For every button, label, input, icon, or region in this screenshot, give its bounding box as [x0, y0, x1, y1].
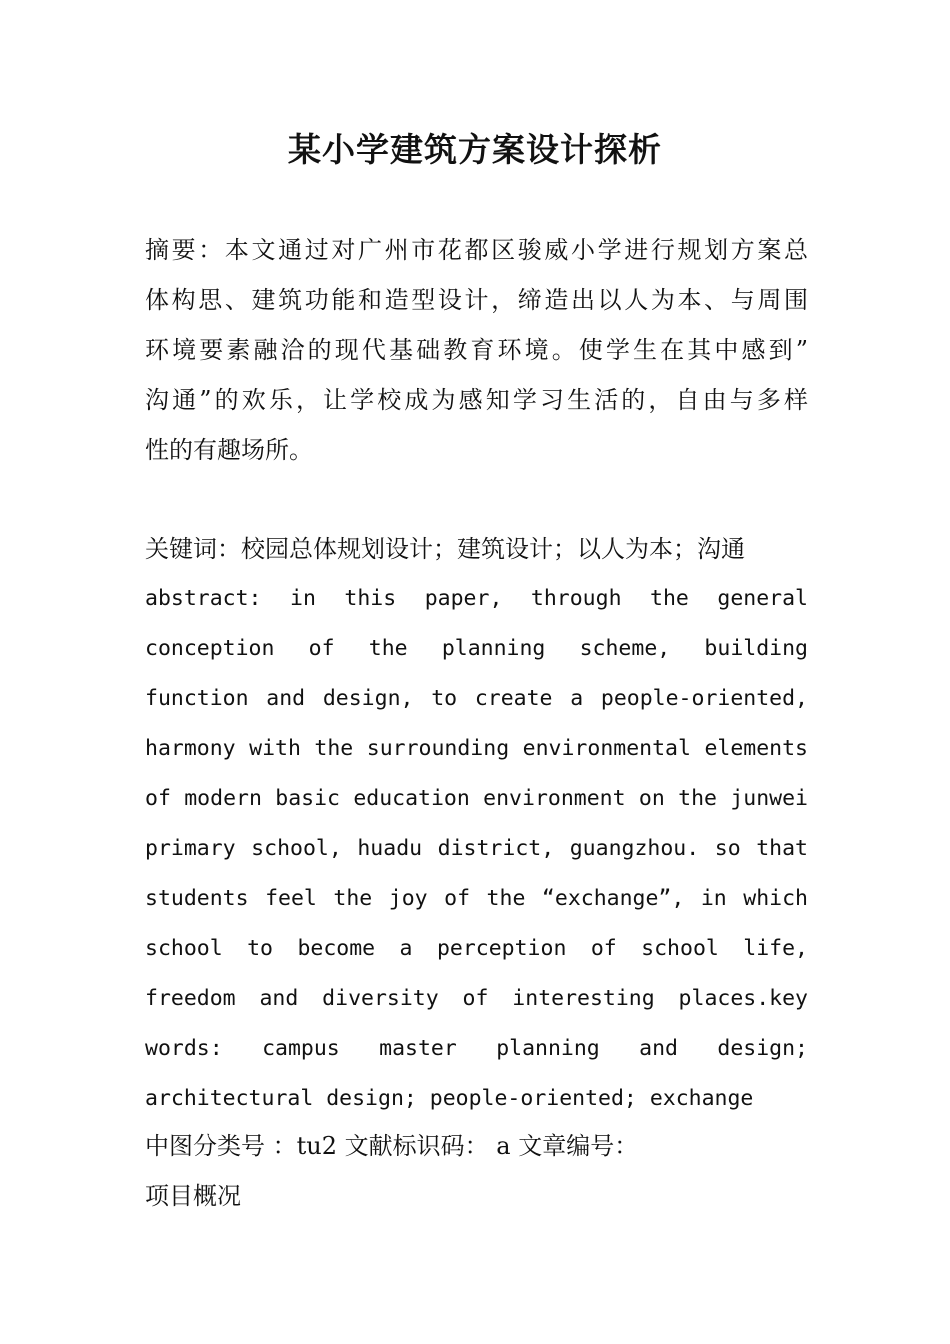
english-abstract-line: architectural design; people-oriented; exchange	[145, 1086, 754, 1111]
english-abstract	[145, 574, 808, 1124]
classification-info	[145, 1121, 808, 1171]
chinese-keywords-line: 关键词：校园总体规划设计；建筑设计；以人为本；沟通	[145, 535, 745, 563]
english-abstract-line: conception of the planning scheme, building	[145, 636, 808, 661]
english-abstract-line: primary school, huadu district, guangzhou. so that	[145, 836, 808, 861]
section-heading: 项目概况	[145, 1182, 241, 1210]
chinese-abstract-line: 体构思、建筑功能和造型设计，缔造出以人为本、与周围	[145, 286, 808, 314]
english-abstract-line: abstract: in this paper, through the general	[145, 586, 808, 611]
chinese-abstract-line: 环境要素融洽的现代基础教育环境。使学生在其中感到”	[145, 336, 808, 364]
english-abstract-line: of modern basic education environment on the junwei	[145, 786, 808, 811]
chinese-abstract-line: 沟通”的欢乐，让学校成为感知学习生活的，自由与多样	[145, 386, 808, 414]
chinese-abstract	[145, 225, 808, 475]
english-abstract-line: students feel the joy of the “exchange”, in which	[145, 886, 808, 911]
chinese-abstract-line: 性的有趣场所。	[145, 436, 313, 464]
english-abstract-line: school to become a perception of school life,	[145, 936, 808, 961]
chinese-keywords	[145, 524, 808, 574]
english-abstract-line: words: campus master planning and design;	[145, 1036, 808, 1061]
english-abstract-line: freedom and diversity of interesting places.key	[145, 986, 808, 1011]
section-heading-block	[145, 1171, 808, 1221]
document-title: 某小学建筑方案设计探析	[288, 130, 662, 169]
english-abstract-line: harmony with the surrounding environmental elements	[145, 736, 808, 761]
classification-line: 中图分类号 ：tu2 文献标识码： a 文章编号：	[145, 1132, 639, 1160]
english-abstract-line: function and design, to create a people-oriented,	[145, 686, 808, 711]
chinese-abstract-line: 摘要：本文通过对广州市花都区骏威小学进行规划方案总	[145, 236, 808, 264]
